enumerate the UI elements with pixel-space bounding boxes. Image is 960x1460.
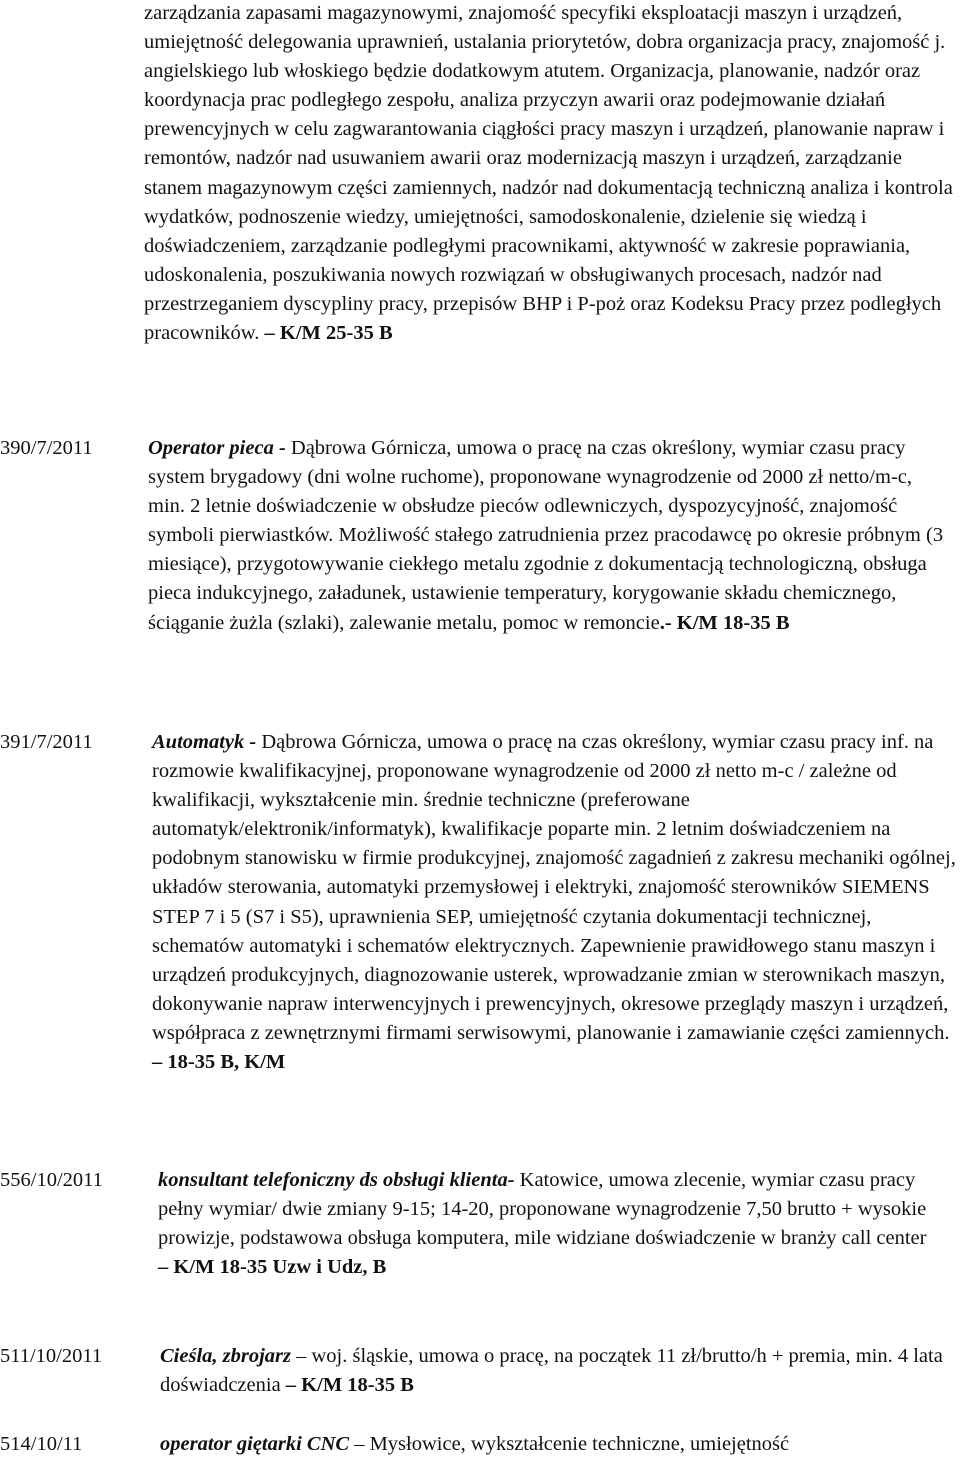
offer-title: Automatyk - <box>152 731 257 753</box>
offer-title: Cieśla, zbrojarz <box>160 1345 291 1367</box>
offer-body <box>148 434 952 638</box>
offer-requirements-tag: .- K/M 18-35 B <box>659 611 790 634</box>
offer-id: 390/7/2011 <box>0 437 93 459</box>
offer-description: – woj. śląskie, umowa o pracę, na początek 11 zł/brutto/h + premia, min. 4 lata doświadczenia <box>160 1345 943 1397</box>
offer-title: konsultant telefoniczny ds obsługi klienta- <box>158 1169 515 1191</box>
offer-id: 511/10/2011 <box>0 1345 103 1367</box>
offer-body <box>160 1342 950 1400</box>
offer-body <box>160 1430 956 1459</box>
offer-body <box>152 728 958 1077</box>
offer-requirements-tag: – 18-35 B, K/M <box>152 1051 286 1074</box>
offer-description: – Mysłowice, wykształcenie techniczne, umiejętność <box>349 1433 790 1455</box>
offer-body <box>158 1166 938 1282</box>
offer-requirements-tag: – K/M 18-35 B <box>285 1374 414 1397</box>
offer-requirements-tag: – K/M 18-35 Uzw i Udz, B <box>158 1256 387 1279</box>
offer-title: Operator pieca - <box>148 437 286 459</box>
offer-id: 556/10/2011 <box>0 1169 103 1191</box>
offer-id: 514/10/11 <box>0 1433 83 1455</box>
offer-id: 391/7/2011 <box>0 731 93 753</box>
offer-description: Dąbrowa Górnicza, umowa o pracę na czas określony, wymiar czasu pracy inf. na rozmowie kwalifikacyjnej, proponowane wynagrodzenie od 2000 zł netto m-c / zależne od kwalifikacji, wykształcenie min. średnie techniczne (preferowane automatyk/elektronik/informatyk), kwalifikacje poparte min. 2 letnim doświadczeniem na podobnym stanowisku w firmie produkcyjnej, znajomość zagadnień z zakresu mechaniki ogólnej, układów sterowania, automatyki przemysłowej i elektryki, znajomość sterowników SIEMENS STEP 7 i 5 (S7 i S5), uprawnienia SEP, umiejętność czytania dokumentacji technicznej, schematów automatyki i schematów elektrycznych. Zapewnienie prawidłowego stanu maszyn i urządzeń produkcyjnych, diagnozowanie usterek, wprowadzanie zmian w sterownikach maszyn, dokonywanie napraw interwencyjnych i prewencyjnych, okresowe przeglądy maszyn i urządzeń, współpraca z zewnętrznymi firmami serwisowymi, planowanie i zamawianie części zamiennych. <box>152 731 956 1044</box>
offer-title: operator giętarki CNC <box>160 1433 350 1455</box>
continued-offer-text <box>144 0 956 348</box>
offer-requirements-tag: – K/M 25-35 B <box>264 322 393 345</box>
offer-description: Dąbrowa Górnicza, umowa o pracę na czas określony, wymiar czasu pracy system brygadowy (dni wolne ruchome), proponowane wynagrodzenie od 2000 zł netto/m-c, min. 2 letnie doświadczenie w obsłudze pieców odlewniczych, dyspozycyjność, znajomość symboli pierwiastków. Możliwość stałego zatrudnienia przez pracodawcę po okresie próbnym (3 miesiące), przygotowywanie ciekłego metalu zgodnie z dokumentacją technologiczną, obsługa pieca indukcyjnego, załadunek, ustawienie temperatury, korygowanie składu chemicznego, ściąganie żużla (szlaki), zalewanie metalu, pomoc w remoncie <box>148 437 944 634</box>
offer-description: Katowice, umowa zlecenie, wymiar czasu pracy pełny wymiar/ dwie zmiany 9-15; 14-20, proponowane wynagrodzenie 7,50 brutto + wysokie prowizje, podstawowa obsługa komputera, mile widziane doświadczenie w branży call center <box>158 1169 927 1250</box>
offer-description: zarządzania zapasami magazynowymi, znajomość specyfiki eksploatacji maszyn i urządzeń, umiejętność delegowania uprawnień, ustalania priorytetów, dobra organizacja pracy, znajomość j. angielskiego lub włoskiego będzie dodatkowym atutem. Organizacja, planowanie, nadzór oraz koordynacja prac podległego zespołu, analiza przyczyn awarii oraz podejmowanie działań prewencyjnych w celu zagwarantowania ciągłości pracy maszyn i urządzeń, planowanie napraw i remontów, nadzór nad usuwaniem awarii oraz modernizacją maszyn i urządzeń, zarządzanie stanem magazynowym części zamiennych, nadzór nad dokumentacją techniczną analiza i kontrola wydatków, podnoszenie wiedzy, umiejętności, samodoskonalenie, dzielenie się wiedzą i doświadczeniem, zarządzanie podległymi pracownikami, aktywność w zakresie poprawiania, udoskonalenia, poszukiwania nowych rozwiązań w obsługiwanych procesach, nadzór nad przestrzeganiem dyscypliny pracy, przepisów BHP i P-poż oraz Kodeksu Pracy przez podległych pracowników. <box>144 2 953 345</box>
